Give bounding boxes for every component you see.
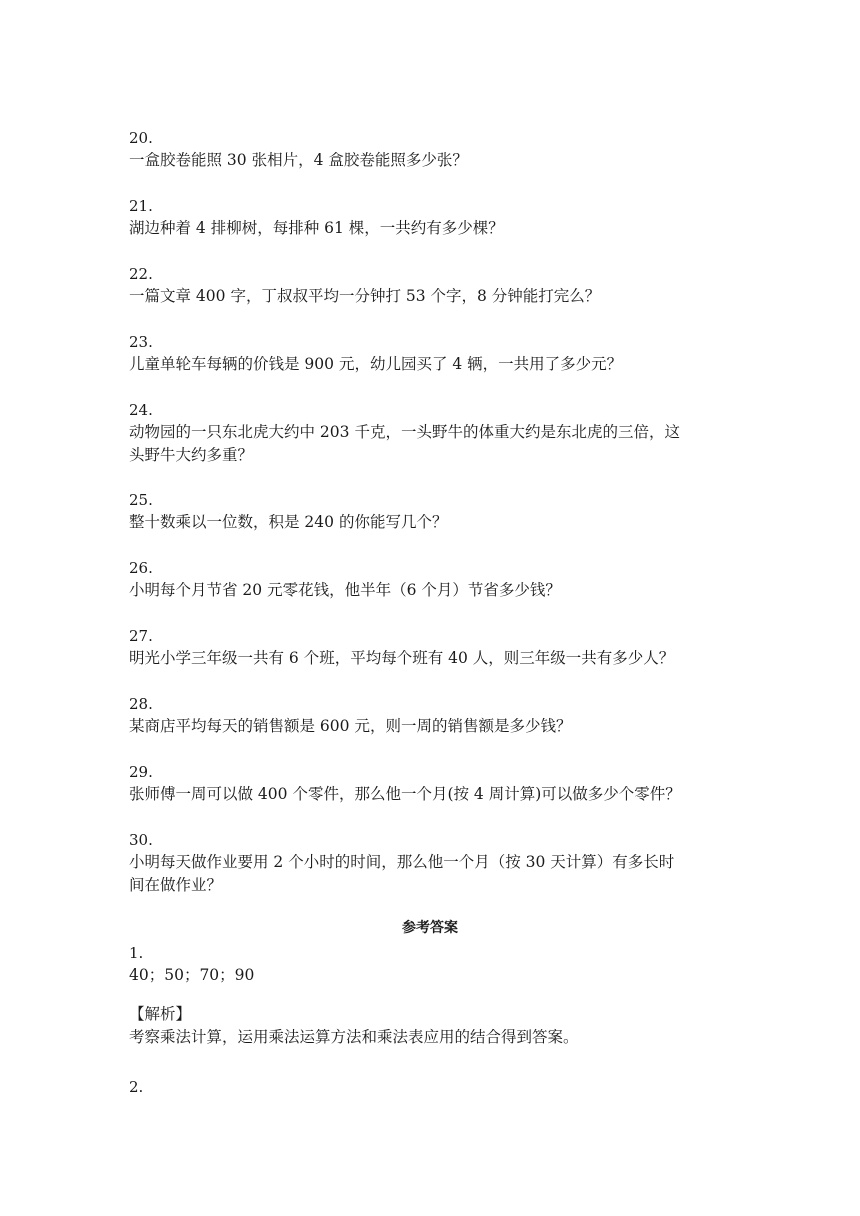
problem-text-line-1: 动物园的一只东北虎大约中 203 千克，一头野牛的体重大约是东北虎的三倍，这 — [129, 423, 680, 441]
problem-text: 明光小学三年级一共有 6 个班，平均每个班有 40 人，则三年级一共有多少人？ — [129, 649, 675, 667]
problem-number: 29. — [129, 763, 153, 781]
problem-25 — [129, 489, 739, 534]
problem-text-line-2: 头野牛大约多重？ — [129, 446, 254, 464]
problem-number: 28. — [129, 695, 153, 713]
problem-text: 湖边种着 4 排柳树，每排种 61 棵，一共约有多少棵？ — [129, 219, 504, 237]
problem-text-line-1: 小明每天做作业要用 2 个小时的时间，那么他一个月（按 30 天计算）有多长时 — [129, 853, 675, 871]
answer-2 — [129, 1076, 739, 1098]
problem-text: 一篇文章 400 字，丁叔叔平均一分钟打 53 个字，8 分钟能打完么？ — [129, 287, 601, 305]
problem-28 — [129, 693, 739, 738]
problem-number: 22. — [129, 265, 153, 283]
problem-number: 26. — [129, 559, 153, 577]
problem-27 — [129, 625, 739, 670]
problem-text: 小明每个月节省 20 元零花钱，他半年（6 个月）节省多少钱？ — [129, 581, 561, 599]
answer-value: 40；50；70；90 — [129, 966, 255, 984]
problem-text: 儿童单轮车每辆的价钱是 900 元，幼儿园买了 4 辆，一共用了多少元？ — [129, 355, 623, 373]
problem-number: 27. — [129, 627, 153, 645]
analysis-text: 考察乘法计算，运用乘法运算方法和乘法表应用的结合得到答案。 — [129, 1028, 579, 1046]
problem-22 — [129, 263, 739, 308]
problem-text: 某商店平均每天的销售额是 600 元，则一周的销售额是多少钱？ — [129, 717, 572, 735]
analysis-label: 【解析】 — [129, 1005, 192, 1023]
problem-text: 一盒胶卷能照 30 张相片，4 盒胶卷能照多少张？ — [129, 151, 468, 169]
problem-text-line-2: 间在做作业？ — [129, 876, 223, 894]
problem-number: 24. — [129, 401, 153, 419]
problem-number: 21. — [129, 197, 153, 215]
problem-text: 整十数乘以一位数，积是 240 的你能写几个？ — [129, 513, 448, 531]
answer-number: 2. — [129, 1078, 144, 1096]
answers-heading: 参考答案 — [402, 920, 458, 936]
problem-number: 23. — [129, 333, 153, 351]
answer-1-analysis — [129, 1003, 739, 1049]
problem-text: 张师傅一周可以做 400 个零件，那么他一个月(按 4 周计算)可以做多少个零件？ — [129, 785, 681, 803]
problem-number: 25. — [129, 491, 153, 509]
problem-number: 30. — [129, 831, 153, 849]
problem-26 — [129, 557, 739, 602]
problem-24 — [129, 399, 739, 467]
answer-number: 1. — [129, 944, 144, 962]
problem-21 — [129, 195, 739, 240]
problem-29 — [129, 761, 739, 806]
answer-1 — [129, 942, 739, 987]
problem-20 — [129, 127, 739, 172]
problem-number: 20. — [129, 129, 153, 147]
problem-23 — [129, 331, 739, 376]
problem-30 — [129, 829, 739, 897]
